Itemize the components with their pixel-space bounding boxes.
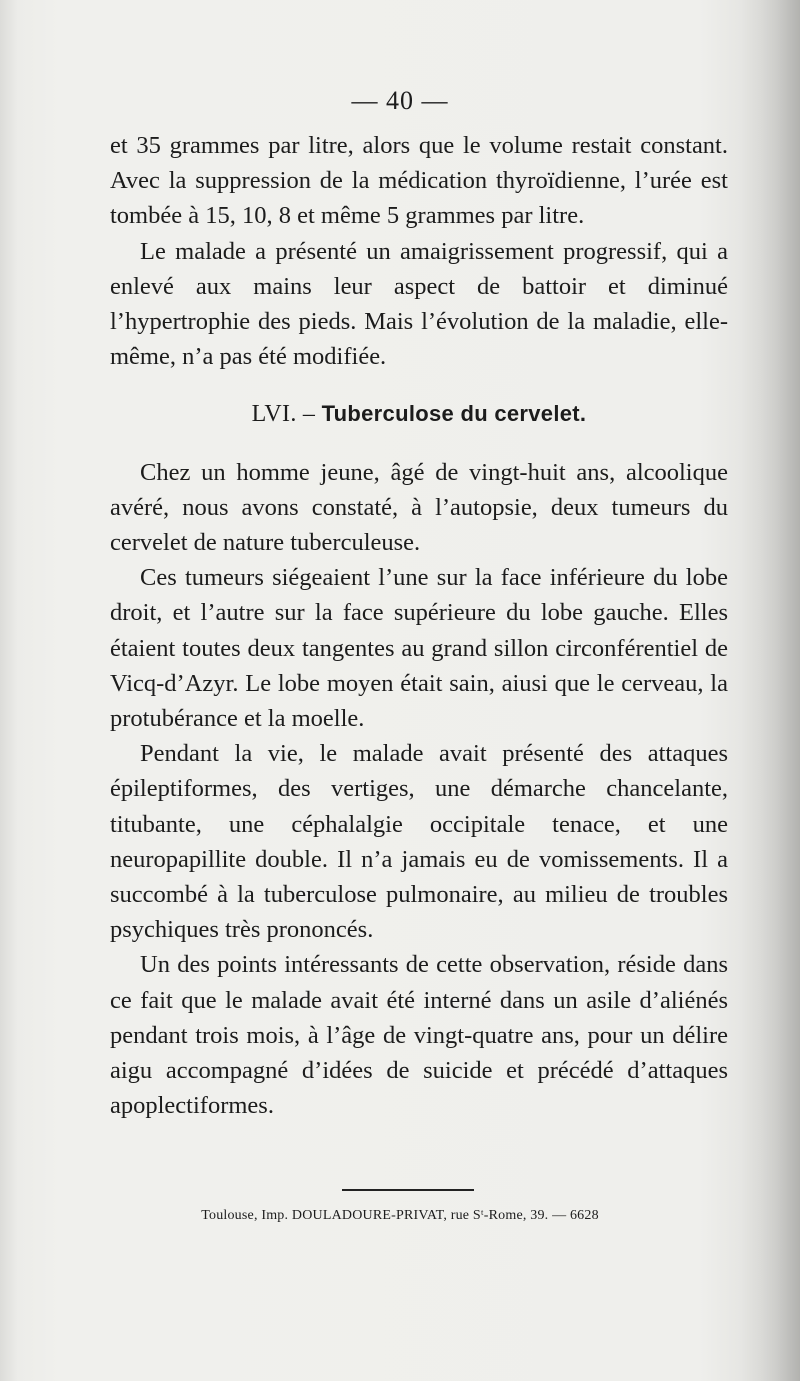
paragraph-3: Chez un homme jeune, âgé de vingt-huit ans, alcoolique avéré, nous avons constaté, à l’autopsie, deux tumeurs du cervelet de nature tuberculeuse.	[110, 458, 728, 557]
paragraph-4: Ces tumeurs siégeaient l’une sur la face inférieure du lobe droit, et l’autre sur la face supérieure du lobe gauche. Elles étaient toutes deux tangentes au grand sillon circonférentiel de Vicq-d’Azyr. Le lobe moyen était sain, aiusi que le cerveau, la protubérance et la moelle.	[110, 564, 728, 733]
section-heading	[110, 396, 728, 432]
body-text	[110, 128, 728, 1123]
page-edge-shadow	[740, 0, 800, 1381]
section-title: Tuberculose du cervelet.	[321, 401, 587, 427]
page-number: — 40 —	[351, 86, 449, 115]
paragraph-5: Pendant la vie, le malade avait présenté des attaques épileptiformes, des vertiges, une démarche chancelante, titubante, une céphalalgie occipitale tenace, et une neuropapillite double. Il n’a jamais eu de vomissements. Il a succombé à la tuberculose pulmonaire, au milieu de troubles psychiques très prononcés.	[110, 740, 728, 944]
section-number: LVI. –	[251, 401, 316, 428]
footer-rule	[342, 1189, 474, 1191]
paragraph-1: et 35 grammes par litre, alors que le volume restait constant. Avec la suppression de la médication thyroïdienne, l’urée est tombée à 15, 10, 8 et même 5 grammes par litre.	[110, 132, 728, 230]
printer-imprint: Toulouse, Imp. DOULADOURE-PRIVAT, rue Sᵗ-Rome, 39. — 6628	[201, 1208, 599, 1223]
paragraph-6: Un des points intéressants de cette observation, réside dans ce fait que le malade avait été interné dans un asile d’aliénés pendant trois mois, à l’âge de vingt-quatre ans, pour un délire aigu accompagné d’idées de suicide et précédé d’attaques apoplectiformes.	[110, 951, 728, 1120]
paragraph-2: Le malade a présenté un amaigrissement progressif, qui a enlevé aux mains leur aspect de battoir et diminué l’hypertrophie des pieds. Mais l’évolution de la maladie, elle-même, n’a pas été modifiée.	[110, 237, 728, 371]
